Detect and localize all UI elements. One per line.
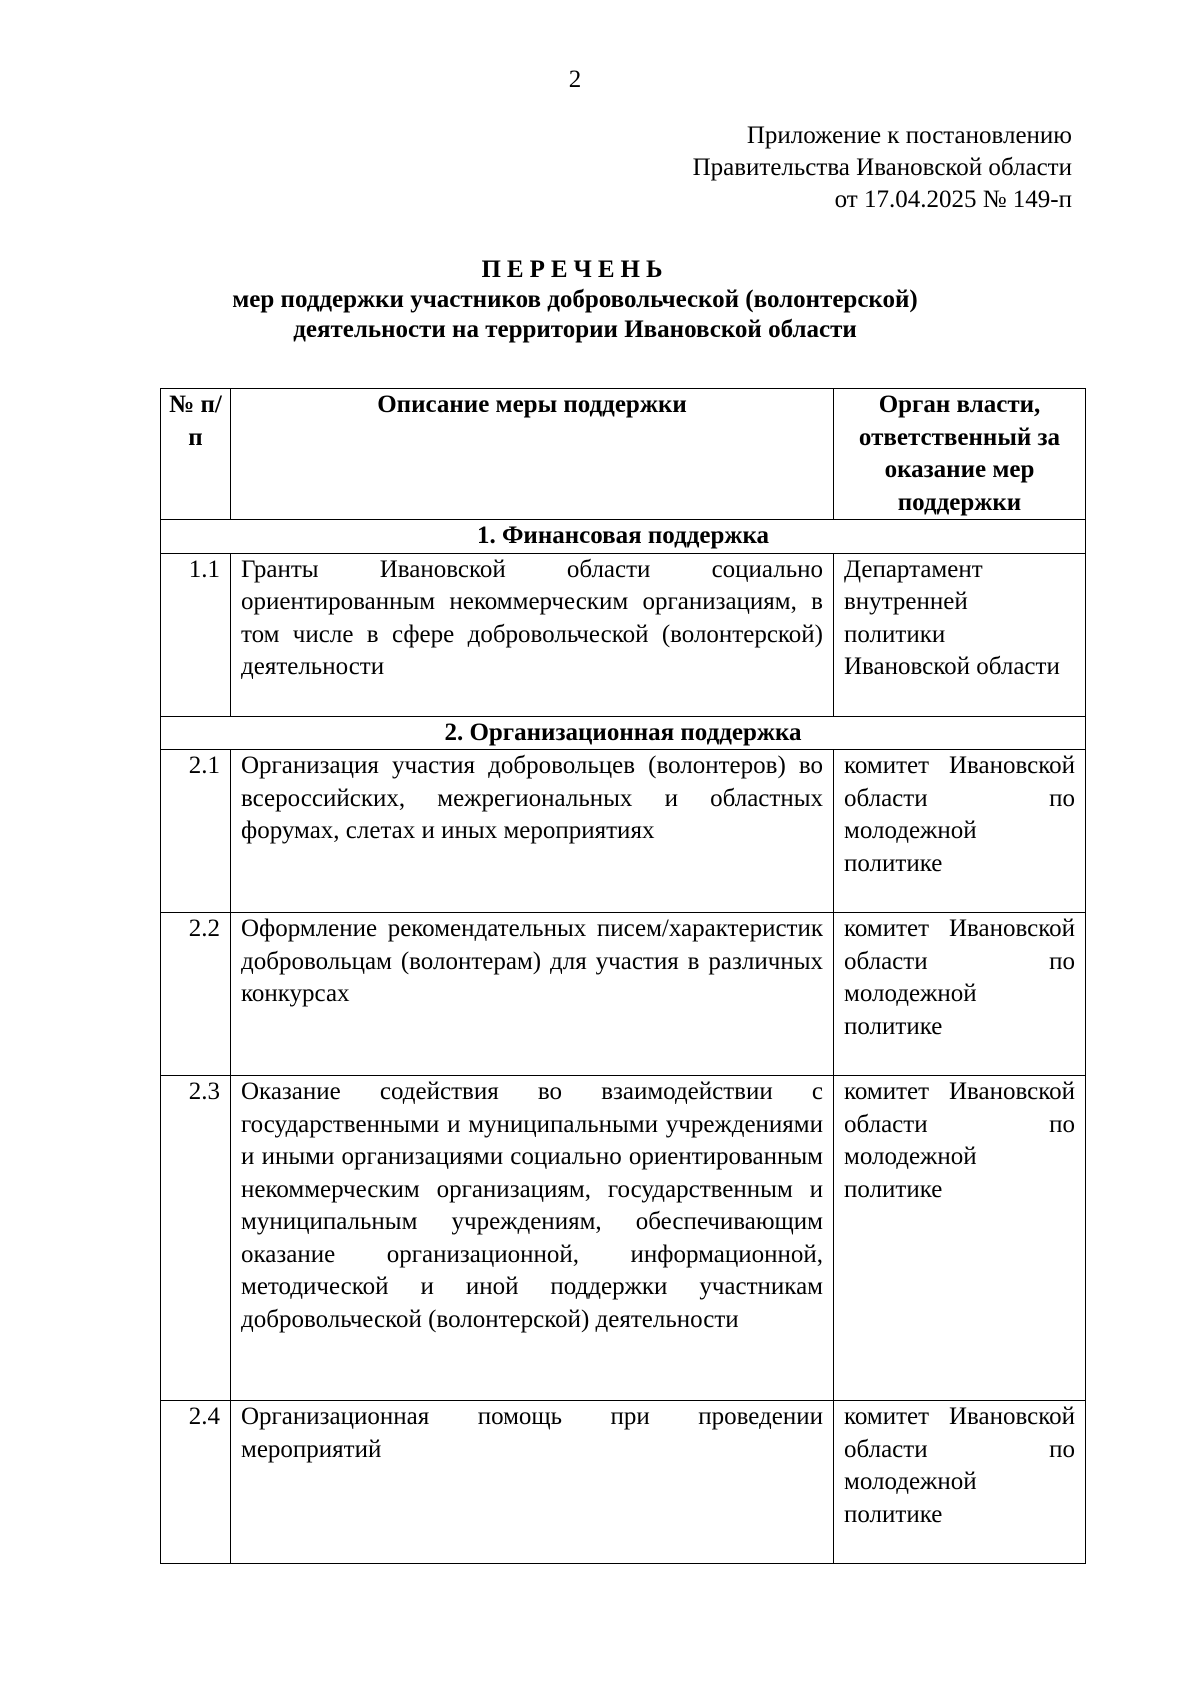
appendix-line-2: Правительства Ивановской области: [692, 154, 1072, 181]
header-description: Описание меры поддержки: [231, 389, 834, 520]
section-row-financial: [161, 520, 1086, 554]
row-description: Организационная помощь при проведении мероприятий: [231, 1401, 834, 1564]
row-description: Организация участия добровольцев (волонтеров) во всероссийских, межрегиональных и областных форумах, слетах и иных мероприятиях: [231, 750, 834, 913]
row-number: 2.3: [161, 1076, 231, 1401]
table-row: [161, 1401, 1086, 1564]
title-line-2: деятельности на территории Ивановской области: [293, 316, 857, 343]
appendix-line-1: Приложение к постановлению: [746, 122, 1072, 149]
appendix-header: [693, 120, 1072, 216]
table-row: [161, 750, 1086, 913]
table-row: [161, 553, 1086, 716]
table-row: [161, 1076, 1086, 1401]
appendix-line-3: от 17.04.2025 № 149-п: [834, 186, 1072, 213]
support-measures-table: [160, 388, 1086, 1564]
header-authority: Орган власти, ответственный за оказание мер поддержки: [834, 389, 1086, 520]
row-description: Оказание содействия во взаимодействии с государственными и муниципальными учреждениями и иными организациями социально ориентированным некоммерческим организациям, государственным и муниципальным учреждениям, обеспечивающим оказание организационной, информационной, методической и иной поддержки участникам добровольческой (волонтерской) деятельности: [231, 1076, 834, 1401]
row-description: Гранты Ивановской области социально ориентированным некоммерческим организациям, в том числе в сфере добровольческой (волонтерской) деятельности: [231, 553, 834, 716]
row-description: Оформление рекомендательных писем/характеристик добровольцам (волонтерам) для участия в различных конкурсах: [231, 913, 834, 1076]
document-title: [0, 255, 1150, 345]
row-authority: комитет Ивановской области по молодежной политике: [834, 913, 1086, 1076]
table-header-row: [161, 389, 1086, 520]
row-number: 2.1: [161, 750, 231, 913]
row-authority: комитет Ивановской области по молодежной политике: [834, 1076, 1086, 1401]
section-title: 2. Организационная поддержка: [161, 716, 1086, 750]
section-row-organizational: [161, 716, 1086, 750]
row-authority: комитет Ивановской области по молодежной политике: [834, 750, 1086, 913]
page-number: 2: [568, 66, 582, 93]
row-authority: комитет Ивановской области по молодежной политике: [834, 1401, 1086, 1564]
row-authority: Департамент внутренней политики Ивановской области: [834, 553, 1086, 716]
title-main: ПЕРЕЧЕНЬ: [481, 256, 669, 283]
header-num: № п/п: [161, 389, 231, 520]
row-number: 2.4: [161, 1401, 231, 1564]
row-number: 2.2: [161, 913, 231, 1076]
row-number: 1.1: [161, 553, 231, 716]
title-line-1: мер поддержки участников добровольческой (волонтерской): [232, 286, 918, 313]
section-title: 1. Финансовая поддержка: [161, 520, 1086, 554]
table-row: [161, 913, 1086, 1076]
